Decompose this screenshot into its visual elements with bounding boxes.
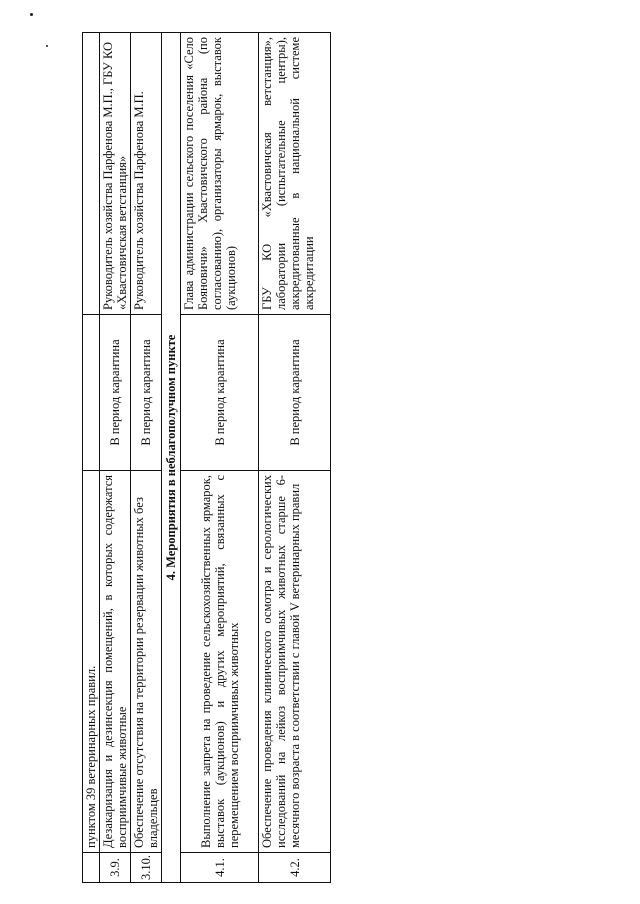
section-header-row [162, 33, 181, 883]
table-row-continuation [83, 33, 100, 883]
table-row-4-2 [259, 33, 331, 883]
row-number [83, 853, 100, 883]
responsible-cell [83, 33, 100, 315]
term-cell: В период карантина [181, 315, 259, 471]
row-number: 3.10. [131, 853, 162, 883]
responsible-cell: ГБУ КО «Хвастовичская ветстанция», лаборатории (испытательные центры), аккредитованные в национальной системе аккредитации [259, 33, 331, 315]
table-row-3-9 [100, 33, 131, 883]
scan-speck [46, 45, 48, 47]
section-title: 4. Мероприятия в неблагополучном пункте [162, 33, 181, 883]
row-number: 4.2. [259, 853, 331, 883]
responsible-cell: Руководитель хозяйства Парфенова М.П., ГБУ КО «Хвастовичская ветстанция» [100, 33, 131, 315]
row-number: 3.9. [100, 853, 131, 883]
measures-table [82, 32, 331, 883]
scan-speck [30, 13, 33, 16]
action-cell: Обеспечение проведения клинического осмотра и серологических исследований на лейкоз восприимчивых животных старше 6-месячного возраста в соответствии с главой V ветеринарных правил [259, 471, 331, 853]
action-cell: пунктом 39 ветеринарных правил. [83, 471, 100, 853]
term-cell [83, 315, 100, 471]
rotated-page [82, 33, 332, 883]
action-cell: Дезакаризация и дезинсекция помещений, в которых содержатся восприимчивые животные [100, 471, 131, 853]
term-cell: В период карантина [100, 315, 131, 471]
responsible-cell: Глава администрации сельского поселения «Село Бояновичи» Хвастовичского района (по согласованию), организаторы ярмарок, выставок (аукционов) [181, 33, 259, 315]
row-number: 4.1. [181, 853, 259, 883]
action-cell: Обеспечение отсутствия на территории резервации животных без владельцев [131, 471, 162, 853]
responsible-cell: Руководитель хозяйства Парфенова М.П. [131, 33, 162, 315]
action-cell: Выполнение запрета на проведение сельскохозяйственных ярмарок, выставок (аукционов) и других мероприятий, связанных с перемещением восприимчивых животных [181, 471, 259, 853]
table-row-4-1 [181, 33, 259, 883]
term-cell: В период карантина [259, 315, 331, 471]
table-row-3-10 [131, 33, 162, 883]
term-cell: В период карантина [131, 315, 162, 471]
